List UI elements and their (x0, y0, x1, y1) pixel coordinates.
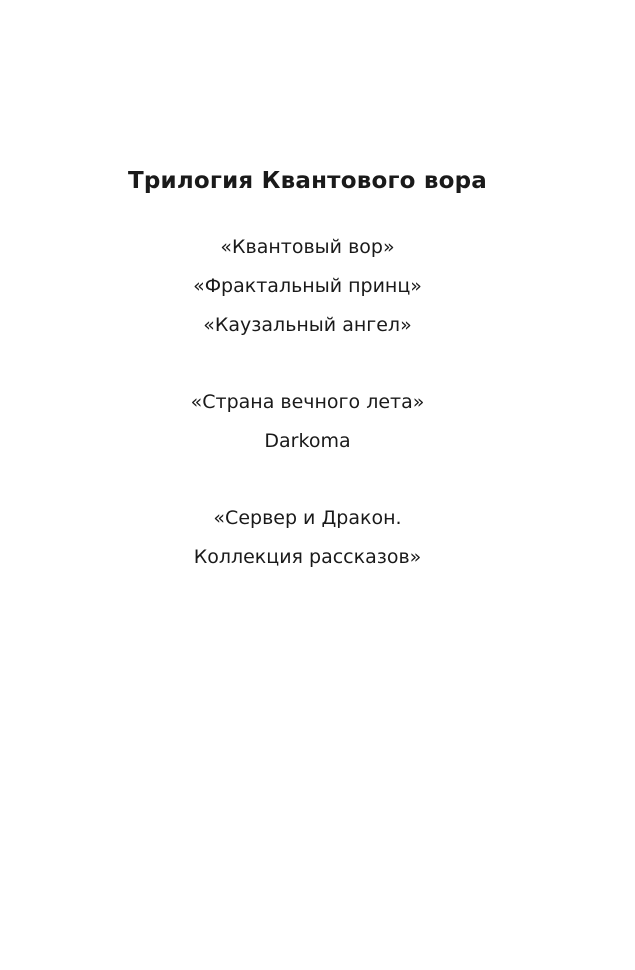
book-title: «Каузальный ангел» (203, 314, 412, 336)
book-title: Darkoma (264, 430, 351, 452)
book-title: «Квантовый вор» (220, 236, 395, 258)
book-title: «Страна вечного лета» (190, 391, 425, 413)
book-title: «Сервер и Дракон. (213, 507, 402, 529)
page-heading: Трилогия Квантового вора (127, 168, 488, 194)
book-title: «Фрактальный принц» (193, 275, 422, 297)
book-title: Коллекция рассказов» (193, 546, 422, 568)
